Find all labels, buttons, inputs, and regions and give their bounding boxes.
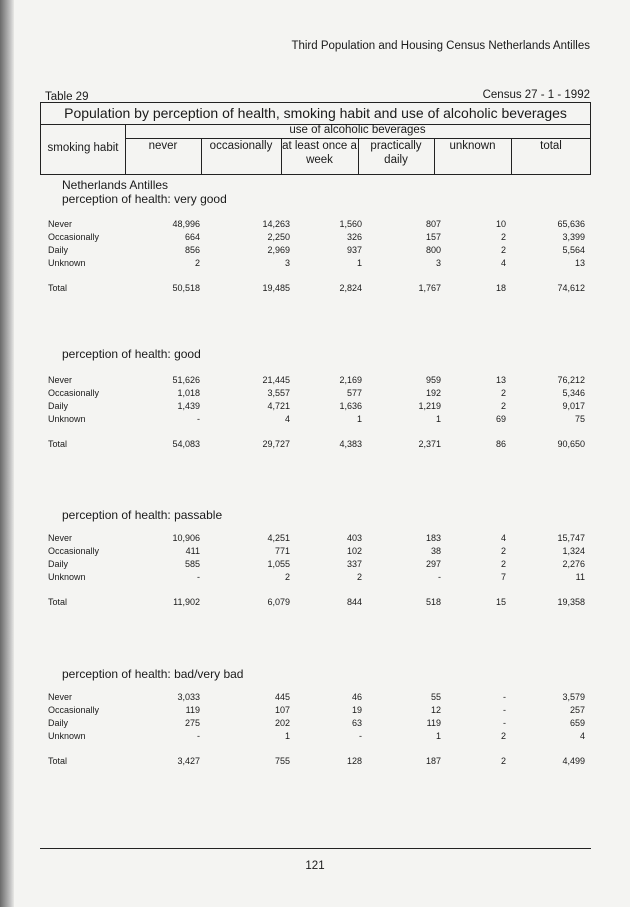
cell-value: 11 [575,572,585,582]
cell-value: 107 [274,705,290,715]
cell-value: 183 [425,533,441,543]
cell-value: 157 [425,232,441,242]
cell-value: 518 [425,597,441,607]
cell-value: 21,445 [262,375,290,385]
cell-value: 2 [284,572,290,582]
cell-value: 1 [356,414,362,424]
cell-value: 337 [346,559,362,569]
cell-value: 13 [574,258,585,268]
cell-value: 65,636 [557,219,585,229]
census-date: Census 27 - 1 - 1992 [482,89,590,101]
cell-value: 55 [430,692,441,702]
cell-value: 577 [346,388,362,398]
cell-value: 411 [185,546,200,556]
cell-value: 1,767 [418,283,441,293]
cell-value: 2,250 [267,232,290,242]
cell-value: 3,557 [267,388,290,398]
table-row [48,546,593,559]
row-label: Total [48,283,68,293]
cell-value: 4 [284,414,290,424]
cell-value: 11,902 [173,597,200,607]
cell-value: 18 [495,283,506,293]
cell-value: 3,427 [177,756,200,766]
cell-value: 1,018 [177,388,200,398]
cell-value: 9,017 [562,401,585,411]
cell-value: 3 [284,258,290,268]
cell-value: 2 [500,756,506,766]
cell-value: 29,727 [262,439,290,449]
cell-value: 7 [500,572,506,582]
section-label: perception of health: passable [62,508,223,522]
region-label: Netherlands Antilles [62,178,169,192]
row-label: Occasionally [48,388,100,398]
cell-value: 937 [346,245,362,255]
cell-value: 2 [500,731,506,741]
cell-value: 19,485 [262,283,290,293]
cell-value: 187 [425,756,441,766]
cell-value: 2,824 [339,283,362,293]
row-label: Unknown [48,258,86,268]
row-label: Unknown [48,414,86,424]
cell-value: 63 [351,718,362,728]
table-row [48,533,593,546]
cell-value: 13 [495,375,506,385]
column-header: total [540,140,562,152]
row-label: Occasionally [48,232,100,242]
row-label: Never [48,533,73,543]
row-label: Unknown [48,731,86,741]
cell-value: 46 [351,692,362,702]
cell-value: 856 [184,245,200,255]
cell-value: - [359,731,362,741]
row-label: Never [48,375,73,385]
cell-value: 5,564 [562,245,585,255]
table-row [48,718,593,731]
cell-value: 1,055 [267,559,290,569]
table-number: Table 29 [45,91,89,103]
row-label: Occasionally [48,546,100,556]
cell-value: 2,371 [418,439,441,449]
section-label: perception of health: bad/very bad [62,667,244,681]
cell-value: 2,276 [562,559,585,569]
cell-value: 1 [284,731,290,741]
table-row [48,692,593,705]
cell-value: 119 [185,705,200,715]
cell-value: 15,747 [557,533,585,543]
cell-value: 2 [356,572,362,582]
cell-value: 14,263 [262,219,290,229]
cell-value: 4,383 [339,439,362,449]
total-row [48,439,593,452]
table-title: Population by perception of health, smoking habit and use of alcoholic beverages [64,105,567,121]
cell-value: 50,518 [172,283,200,293]
cell-value: - [197,572,200,582]
cell-value: 6,079 [267,597,290,607]
cell-value: 4 [500,258,506,268]
cell-value: 2 [500,245,506,255]
row-label: Unknown [48,572,86,582]
table-row [48,572,593,585]
table-row [48,414,593,427]
table-row [48,219,593,232]
cell-value: 128 [346,756,362,766]
table-row [48,559,593,572]
cell-value: - [438,572,441,582]
row-label: Daily [48,559,69,569]
cell-value: 664 [184,232,200,242]
section-label: perception of health: very good [62,192,227,206]
cell-value: 297 [425,559,441,569]
cell-value: 844 [346,597,362,607]
cell-value: 54,083 [172,439,200,449]
table-row [48,245,593,258]
cell-value: 48,996 [172,219,200,229]
row-label: Total [48,597,68,607]
cell-value: - [503,718,506,728]
cell-value: 10 [495,219,506,229]
cell-value: 2,969 [267,245,290,255]
cell-value: 771 [274,546,290,556]
cell-value: 257 [569,705,585,715]
cell-value: 275 [184,718,200,728]
cell-value: 3,033 [177,692,200,702]
row-label: Daily [48,401,69,411]
cell-value: - [503,692,506,702]
cell-value: 3,399 [562,232,585,242]
cell-value: 1,219 [418,401,441,411]
cell-value: 19,358 [557,597,585,607]
column-group-header: use of alcoholic beverages [289,124,426,136]
cell-value: 19 [351,705,362,715]
table-row [48,731,593,744]
row-label: Never [48,692,73,702]
cell-value: 959 [425,375,441,385]
section-label: perception of health: good [62,347,201,361]
cell-value: 326 [346,232,362,242]
cell-value: 800 [425,245,441,255]
cell-value: 75 [574,414,585,424]
table-row [48,705,593,718]
table-row [48,258,593,271]
cell-value: 4,251 [267,533,290,543]
running-title: Third Population and Housing Census Netherlands Antilles [291,40,590,52]
cell-value: 1,636 [339,401,362,411]
cell-value: 1 [356,258,362,268]
row-label: Never [48,219,73,229]
cell-value: 3,579 [562,692,585,702]
row-label: Daily [48,245,69,255]
column-header: unknown [449,140,496,152]
row-label: Occasionally [48,705,100,715]
cell-value: 3 [435,258,441,268]
cell-value: 10,906 [172,533,200,543]
cell-value: 51,626 [172,375,200,385]
page-number: 121 [305,860,325,872]
cell-value: 74,612 [557,283,585,293]
cell-value: - [503,705,506,715]
cell-value: 4,721 [267,401,290,411]
cell-value: 69 [495,414,506,424]
cell-value: - [197,731,200,741]
total-row [48,283,593,296]
table-row [48,401,593,414]
column-header: occasionally [209,140,273,152]
cell-value: 1 [435,731,441,741]
column-header: practically daily [370,140,422,166]
cell-value: 15 [495,597,506,607]
cell-value: 755 [274,756,290,766]
cell-value: 2,169 [339,375,362,385]
cell-value: 2 [500,232,506,242]
cell-value: 90,650 [557,439,585,449]
table-header [40,102,591,175]
cell-value: 38 [430,546,441,556]
cell-value: 2 [194,258,200,268]
cell-value: 76,212 [557,375,585,385]
footer-rule [40,848,591,849]
cell-value: 659 [569,718,585,728]
table-row [48,388,593,401]
cell-value: 1,324 [562,546,585,556]
table-row [48,375,593,388]
row-label: Total [48,756,68,766]
cell-value: 12 [430,705,441,715]
column-header: never [148,140,178,152]
row-label: Daily [48,718,69,728]
column-header-smoking-habit: smoking habit [47,142,119,154]
cell-value: 445 [274,692,290,702]
cell-value: 1,560 [339,219,362,229]
cell-value: 807 [425,219,441,229]
cell-value: 4 [579,731,585,741]
cell-value: 102 [346,546,362,556]
cell-value: - [197,414,200,424]
table-row [48,232,593,245]
scan-edge [0,0,14,907]
cell-value: 2 [500,546,506,556]
cell-value: 202 [274,718,290,728]
total-row [48,597,593,610]
cell-value: 4 [500,533,506,543]
total-row [48,756,593,769]
cell-value: 2 [500,559,506,569]
cell-value: 2 [500,388,506,398]
cell-value: 4,499 [562,756,585,766]
cell-value: 1 [435,414,441,424]
cell-value: 86 [495,439,506,449]
cell-value: 2 [500,401,506,411]
cell-value: 5,346 [562,388,585,398]
column-header: at least once a week [282,140,357,166]
row-label: Total [48,439,68,449]
cell-value: 403 [346,533,362,543]
cell-value: 1,439 [177,401,200,411]
cell-value: 585 [184,559,200,569]
cell-value: 192 [425,388,441,398]
cell-value: 119 [426,718,441,728]
